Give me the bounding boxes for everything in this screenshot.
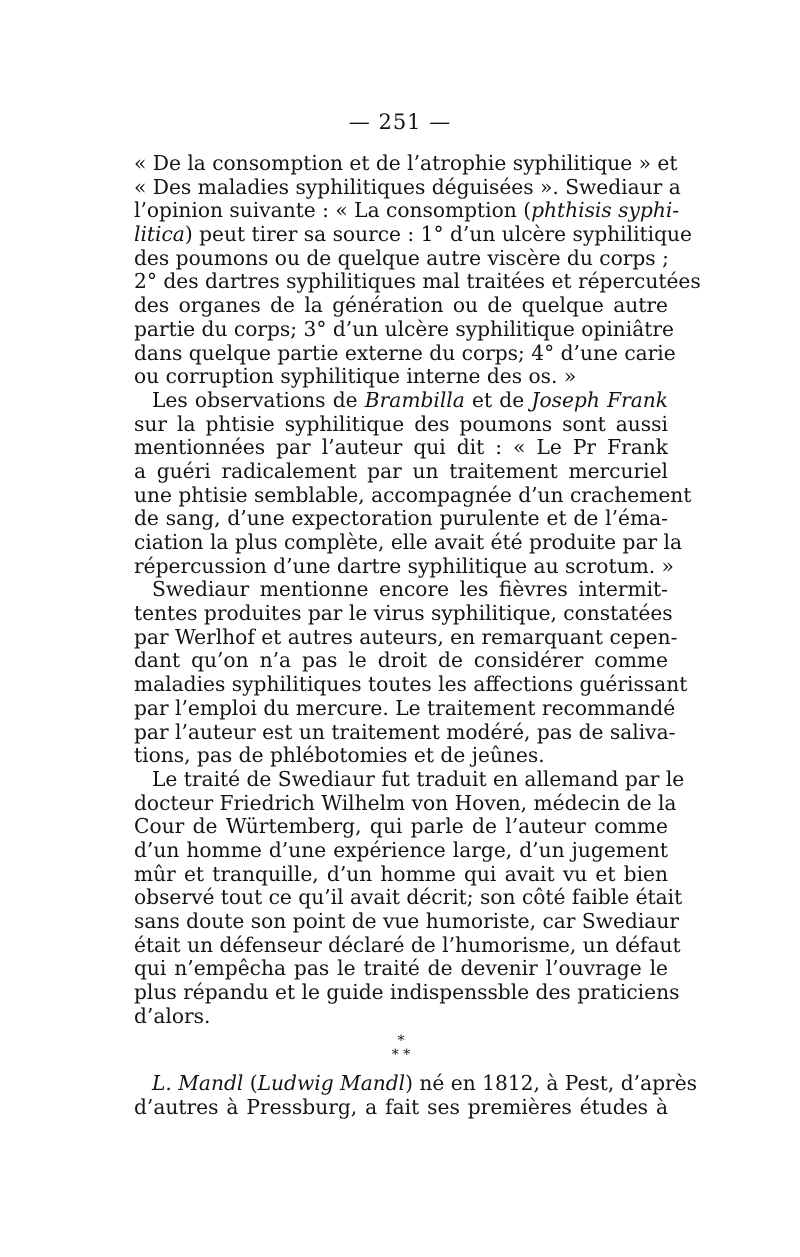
text-run: ) né en 1812, à Pest, d’après (405, 1071, 697, 1096)
text-run: ( (243, 1071, 258, 1096)
text-line (134, 507, 668, 531)
text-run: Swediaur mentionne encore les fièvres intermit- (152, 577, 668, 602)
text-run: l’opinion suivante : « La consomption ( (134, 198, 532, 223)
italic-text: litica (134, 222, 185, 247)
text-run: a guéri radicalement par un traitement mercuriel (134, 458, 668, 483)
text-line (134, 839, 668, 863)
text-line (134, 815, 668, 839)
text-line (134, 1096, 668, 1120)
text-run: ciation la plus complète, elle avait été produite par la (134, 530, 683, 554)
text-run: mûr et tranquille, d’un homme qui avait vu et bien (134, 861, 668, 886)
text-line (134, 460, 668, 484)
italic-text: Brambilla (364, 387, 465, 412)
text-run: était un défenseur déclaré de l’humorisme, un défaut (134, 932, 681, 957)
text-run: partie du corps; 3° d’un ulcère syphilitique opiniâtre (134, 316, 674, 341)
text-line (134, 530, 683, 555)
text-run: par l’emploi du mercure. Le traitement recommandé (134, 695, 676, 720)
text-run: d’un homme d’une expérience large, d’un jugement (134, 837, 668, 862)
italic-text: Ludwig Mandl (257, 1071, 406, 1096)
text-line (134, 885, 683, 910)
text-line (134, 1005, 668, 1029)
text-line (134, 389, 668, 413)
text-line (134, 340, 676, 366)
text-run: répercussion d’une dartre syphilitique au scrotum. » (134, 553, 674, 578)
text-run: ou corruption syphilitique interne des os. » (134, 364, 577, 389)
text-line (134, 957, 668, 981)
text-line (134, 624, 678, 650)
text-run: d’autres à Pressburg, a fait ses premières études à (134, 1095, 668, 1120)
body-text (134, 151, 701, 1120)
text-run: « Des maladies syphilitiques déguisées ». Swediaur a (134, 174, 681, 199)
text-run: d’alors. (134, 1003, 211, 1028)
text-run: tentes produites par le virus syphilitique, constatées (134, 601, 673, 626)
text-run: dans quelque partie externe du corps; 4° d’une carie (134, 340, 676, 365)
text-line (134, 649, 668, 673)
text-run: 2° des dartres syphilitiques mal traitées et répercutées (134, 269, 701, 294)
separator-top-star: * (397, 1033, 405, 1050)
text-line (134, 863, 668, 887)
text-run: et de (464, 387, 532, 412)
text-run: sans doute son point de vue humoriste, car Swediaur (134, 909, 679, 933)
text-line (134, 980, 680, 1005)
text-line (134, 719, 676, 745)
italic-text: L. Mandl (152, 1071, 244, 1096)
text-run: plus répandu et le guide indispenssble des praticiens (134, 980, 680, 1005)
text-line (134, 222, 692, 247)
text-run: tions, pas de phlébotomies et de jeûnes. (134, 743, 545, 768)
text-run: qui n’empêcha pas le traité de devenir l’ouvrage le (134, 956, 668, 981)
text-line (134, 672, 688, 697)
text-line (134, 553, 674, 579)
text-line (134, 790, 677, 816)
paragraphs-section-mandl (134, 1071, 697, 1120)
text-line (134, 316, 674, 342)
text-line (134, 247, 668, 271)
text-line (134, 578, 668, 602)
text-run: par Werlhof et autres auteurs, en remarquant cepen- (134, 624, 678, 649)
page-number: — 251 — (348, 110, 452, 134)
text-run: maladies syphilitiques toutes les affections guérissant (134, 672, 688, 697)
text-line (134, 744, 668, 768)
text-line (134, 932, 681, 958)
text-run: « De la consomption et de l’atrophie syphilitique » et (134, 151, 678, 175)
text-line (134, 1071, 697, 1096)
text-run: Cour de Würtemberg, qui parle de l’auteur comme (134, 814, 668, 839)
text-run: observé tout ce qu’il avait décrit; son côté faible était (134, 885, 683, 910)
text-run: Les observations de (152, 387, 365, 412)
text-run: mentionnées par l’auteur qui dit : « Le Pr Frank (134, 435, 668, 460)
text-line (134, 151, 678, 176)
text-run: sur la phtisie syphilitique des poumons sont aussi (134, 411, 668, 436)
text-run: docteur Friedrich Wilhelm von Hoven, médecin de la (134, 790, 677, 815)
text-run: une phtisie semblable, accompagnée d’un crachement (134, 482, 692, 507)
text-run: de sang, d’une expectoration purulente et de l’éma- (134, 506, 668, 531)
text-line (134, 436, 668, 460)
paragraphs-section-swediaur (134, 151, 701, 1028)
text-run: dant qu’on n’a pas le droit de considérer comme (134, 648, 668, 673)
italic-text: Joseph Frank (531, 387, 668, 412)
text-run: par l’auteur est un traitement modéré, pas de saliva- (134, 719, 676, 744)
text-line (134, 413, 668, 437)
text-run: des organes de la génération ou de quelque autre (134, 293, 668, 318)
text-line (134, 365, 668, 389)
text-line (134, 269, 701, 294)
italic-text: phthisis syphi- (531, 198, 680, 223)
section-separator (134, 1028, 668, 1072)
text-line (134, 909, 679, 934)
separator-bottom-stars: * * (391, 1047, 411, 1064)
text-line (134, 198, 680, 223)
text-line (134, 482, 692, 508)
text-line (134, 695, 676, 721)
text-run: Le traité de Swediaur fut traduit en allemand par le (152, 766, 685, 791)
text-run: ) peut tirer sa source : 1° d’un ulcère syphilitique (184, 222, 692, 247)
text-line (134, 174, 681, 200)
text-line (134, 601, 673, 626)
text-run: des poumons ou de quelque autre viscère du corps ; (134, 245, 669, 270)
text-line (134, 294, 668, 318)
text-line (134, 766, 685, 792)
